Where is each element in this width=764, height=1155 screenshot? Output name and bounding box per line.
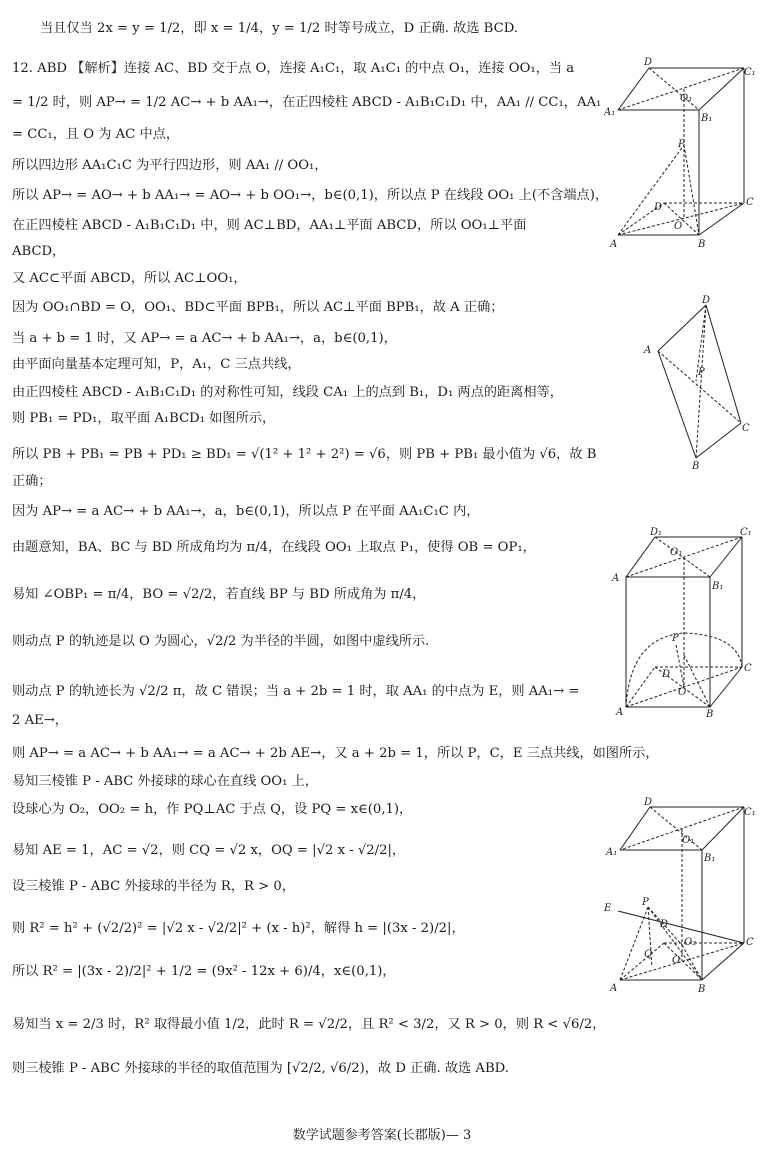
text-line: 设球心为 O₂，OO₂ = h，作 PQ⊥AC 于点 Q，设 PQ = x∈(0,1)，	[12, 802, 413, 817]
text-line: 所以四边形 AA₁C₁C 为平行四边形，则 AA₁ // OO₁，	[12, 158, 328, 173]
text-line: 正确；	[12, 474, 52, 489]
fig3-label: P	[672, 633, 679, 644]
text-line: 则动点 P 的轨迹长为 √2/2 π，故 C 错误；当 a + 2b = 1 时，取 AA₁ 的中点为 E，则 AA₁→ =	[12, 684, 580, 699]
fig1-label: C	[746, 197, 754, 208]
text-line: 所以 AP→ = AO→ + b AA₁→ = AO→ + b OO₁→，b∈(0,1)，所以点 P 在线段 OO₁ 上(不含端点)，	[12, 188, 609, 203]
figure-plane	[636, 293, 756, 473]
text-line: 12. ABD 【解析】连接 AC、BD 交于点 O，连接 A₁C₁，取 A₁C₁ 的中点 O₁，连接 OO₁，当 a	[12, 61, 575, 76]
fig1-label: A	[610, 239, 618, 250]
fig4-label: B	[698, 984, 706, 995]
fig4-label: O	[672, 955, 681, 966]
text-line: = CC₁，且 O 为 AC 中点，	[12, 127, 180, 142]
fig4-label: A₁	[606, 847, 618, 858]
text-line: 则动点 P 的轨迹是以 O 为圆心，√2/2 为半径的半圆，如图中虚线所示.	[12, 634, 430, 649]
figure-prism-1	[604, 55, 759, 250]
fig3-label: A	[616, 707, 624, 718]
fig1-label: O	[674, 221, 683, 232]
fig3-label: C	[744, 663, 752, 674]
fig4-label: O₂	[684, 937, 697, 948]
fig2-label: B	[692, 461, 700, 472]
text-line: 易知 AE = 1，AC = √2，则 CQ = √2 x，OQ = |√2 x - √2/2|，	[12, 843, 406, 858]
figure-prism-sphere	[602, 795, 762, 995]
text-line: 由题意知，BA、BC 与 BD 所成角均为 π/4，在线段 OO₁ 上取点 P₁，使得 OB = OP₁，	[12, 540, 536, 555]
text-line: 由正四棱柱 ABCD - A₁B₁C₁D₁ 的对称性可知，线段 CA₁ 上的点到 B₁，D₁ 两点的距离相等，	[12, 385, 563, 400]
fig4-label: D	[644, 797, 653, 808]
text-line: 因为 OO₁∩BD = O，OO₁、BD⊂平面 BPB₁，所以 AC⊥平面 BPB₁，故 A 正确；	[12, 300, 504, 315]
fig4-label: P	[642, 897, 649, 908]
fig1-label: P	[678, 139, 685, 150]
text-line: 易知三棱锥 P - ABC 外接球的球心在直线 OO₁ 上，	[12, 774, 318, 789]
fig3-label: B₁	[712, 581, 724, 592]
fig1-label: C₁	[744, 67, 756, 78]
fig3-label: C₁	[740, 527, 752, 538]
text-line: 则 AP→ = a AC→ + b AA₁→ = a AC→ + 2b AE→，又 a + 2b = 1，所以 P，C，E 三点共线，如图所示，	[12, 746, 659, 761]
text-line: 2 AE→，	[12, 713, 68, 728]
fig3-label: O	[678, 687, 687, 698]
fig2-label: D	[702, 295, 711, 306]
fig4-label: A	[610, 983, 618, 994]
fig1-label: D	[644, 57, 653, 68]
fig2-label: C	[742, 423, 750, 434]
fig1-label: D	[654, 202, 663, 213]
fig1-label: O₁	[680, 93, 693, 104]
fig1-label: B	[698, 239, 706, 250]
fig3-label: O₁	[670, 547, 683, 558]
fig2-label: P	[698, 367, 705, 378]
text-line: = 1/2 时，则 AP→ = 1/2 AC→ + b AA₁→，在正四棱柱 ABCD - A₁B₁C₁D₁ 中，AA₁ // CC₁，AA₁	[12, 95, 602, 110]
fig1-label: A₁	[604, 107, 616, 118]
figure-prism-trajectory	[610, 525, 760, 720]
text-line: 在正四棱柱 ABCD - A₁B₁C₁D₁ 中，则 AC⊥BD，AA₁⊥平面 ABCD，所以 OO₁⊥平面	[12, 218, 527, 233]
fig3-label: D₁	[650, 527, 663, 538]
fig3-label: D	[662, 669, 671, 680]
fig4-label: E	[604, 903, 612, 914]
text-line: 当且仅当 2x = y = 1/2，即 x = 1/4，y = 1/2 时等号成立，D 正确. 故选 BCD.	[40, 21, 518, 36]
fig4-label: C₁	[744, 807, 756, 818]
text-line: 易知当 x = 2/3 时，R² 取得最小值 1/2，此时 R = √2/2，且 R² < 3/2，又 R > 0，则 R < √6/2，	[12, 1017, 606, 1032]
text-line: 当 a + b = 1 时，又 AP→ = a AC→ + b AA₁→，a，b∈(0,1)，	[12, 331, 397, 346]
fig4-label: D	[660, 919, 669, 930]
text-line: 则 PB₁ = PD₁，取平面 A₁BCD₁ 如图所示，	[12, 411, 276, 426]
text-line: 由平面向量基本定理可知，P，A₁，C 三点共线，	[12, 357, 301, 372]
text-line: 所以 PB + PB₁ = PB + PD₁ ≥ BD₁ = √(1² + 1² + 2²) = √6，则 PB + PB₁ 最小值为 √6，故 B	[12, 447, 597, 462]
text-line: 因为 AP→ = a AC→ + b AA₁→，a，b∈(0,1)，所以点 P 在平面 AA₁C₁C 内，	[12, 504, 480, 519]
page-footer: 数学试题参考答案(长郡版)— 3	[292, 1128, 472, 1143]
fig4-label: B₁	[704, 853, 716, 864]
fig4-label: C	[746, 937, 754, 948]
text-line: 易知 ∠OBP₁ = π/4，BO = √2/2，若直线 BP 与 BD 所成角为 π/4，	[12, 587, 426, 602]
fig1-label: B₁	[701, 113, 713, 124]
fig4-label: Q	[644, 949, 653, 960]
text-line: 又 AC⊂平面 ABCD，所以 AC⊥OO₁，	[12, 271, 247, 286]
fig3-label: B	[706, 709, 714, 720]
text-line: ABCD，	[12, 244, 66, 259]
text-line: 则 R² = h² + (√2/2)² = |√2 x - √2/2|² + (x - h)²，解得 h = |(3x - 2)/2|，	[12, 921, 465, 936]
fig3-label: A	[612, 573, 620, 584]
text-line: 所以 R² = |(3x - 2)/2|² + 1/2 = (9x² - 12x + 6)/4，x∈(0,1)，	[12, 964, 396, 979]
fig4-label: O₁	[682, 835, 695, 846]
text-line: 则三棱锥 P - ABC 外接球的半径的取值范围为 [√2/2, √6/2)，故 D 正确. 故选 ABD.	[12, 1061, 509, 1076]
text-line: 设三棱锥 P - ABC 外接球的半径为 R，R > 0，	[12, 879, 295, 894]
fig2-label: A	[644, 345, 652, 356]
